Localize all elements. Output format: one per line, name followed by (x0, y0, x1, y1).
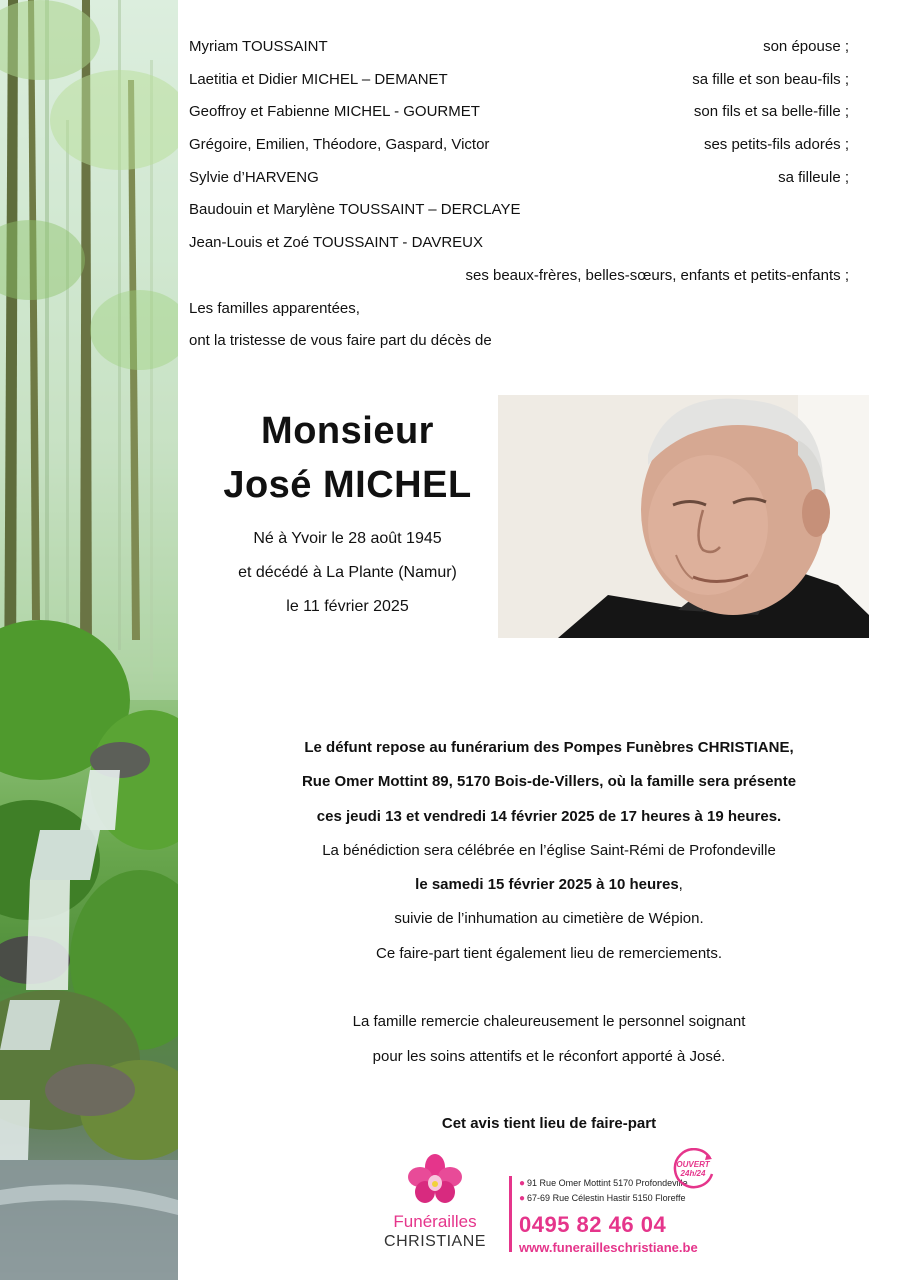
address-line (519, 1191, 719, 1206)
family-relation: sa filleule ; (778, 168, 849, 186)
deceased-block (200, 404, 495, 624)
family-row (189, 331, 849, 364)
badge-hours-text: 24h/24 (680, 1169, 706, 1178)
family-row (189, 233, 849, 266)
deceased-name: José MICHEL (223, 464, 472, 506)
family-name: Laetitia et Didier MICHEL – DEMANET (189, 70, 448, 88)
birth-line: Né à Yvoir le 28 août 1945 (253, 530, 442, 547)
family-name: ont la tristesse de vous faire part du décès de (189, 332, 492, 350)
family-name: Jean-Louis et Zoé TOUSSAINT - DAVREUX (189, 234, 484, 252)
brand-line-1: Funérailles (393, 1212, 477, 1231)
death-place-line: et décédé à La Plante (Namur) (238, 564, 457, 581)
info-line-gratitude-2: pour les soins attentifs et le réconfort apporté à José. (372, 1047, 726, 1065)
family-row (189, 70, 849, 103)
brand-line-2: CHRISTIANE (384, 1233, 486, 1250)
family-row (189, 266, 849, 299)
deceased-title: Monsieur (261, 410, 434, 452)
family-relation: sa fille et son beau-fils ; (692, 70, 849, 88)
ceremony-date-comma: , (678, 876, 683, 894)
info-line-gratitude-1: La famille remercie chaleureusement le personnel soignant (352, 1013, 746, 1031)
family-list (189, 37, 849, 364)
info-line-burial: suivie de l’inhumation au cimetière de Wépion. (394, 910, 704, 928)
family-name: Baudouin et Marylène TOUSSAINT – DERCLAYE (189, 201, 521, 219)
map-pin-icon: ● (519, 1193, 526, 1204)
forest-stream-image (0, 0, 178, 1280)
family-name: Les familles apparentées, (189, 299, 360, 317)
family-name: Myriam TOUSSAINT (189, 38, 328, 55)
family-name: Geoffroy et Fabienne MICHEL - GOURMET (189, 103, 480, 121)
family-row (189, 102, 849, 135)
badge-open-text: OUVERT (676, 1160, 710, 1169)
family-row (189, 200, 849, 233)
family-row (189, 135, 849, 168)
info-line-church: La bénédiction sera célébrée en l’église Saint-Rémi de Profondeville (322, 841, 776, 859)
info-line-ceremony-date (200, 874, 898, 908)
portrait-photo (498, 395, 869, 638)
info-line-funerarium: Le défunt repose au funérarium des Pompes Funèbres CHRISTIANE, (304, 739, 794, 756)
death-date-line: le 11 février 2025 (286, 598, 409, 615)
forest-illustration (0, 0, 178, 1280)
family-name: Sylvie d’HARVENG (189, 168, 319, 186)
address-profondeville: 91 Rue Omer Mottint 5170 Profondeville (527, 1178, 688, 1188)
family-relation: ses petits-fils adorés ; (703, 136, 849, 154)
funeral-info (200, 737, 898, 1080)
orchid-icon (407, 1153, 463, 1205)
family-relation: son épouse ; (763, 38, 849, 55)
website-link[interactable]: www.funerailleschristiane.be (519, 1240, 698, 1255)
ceremony-date: le samedi 15 février 2025 à 10 heures (415, 876, 679, 894)
portrait-illustration (498, 395, 869, 638)
family-row (189, 168, 849, 201)
info-line-address: Rue Omer Mottint 89, 5170 Bois-de-Villers, où la famille sera présente (301, 773, 797, 791)
address-floreffe: 67-69 Rue Célestin Hastir 5150 Floreffe (527, 1193, 686, 1203)
footer-divider (509, 1176, 512, 1252)
family-name: Grégoire, Emilien, Théodore, Gaspard, Victor (189, 136, 490, 154)
notice-statement: Cet avis tient lieu de faire-part (441, 1115, 657, 1132)
phone-number[interactable]: 0495 82 46 04 (519, 1212, 667, 1237)
family-relation: ses beaux-frères, belles-sœurs, enfants et petits-enfants ; (465, 266, 849, 284)
map-pin-icon: ● (519, 1178, 526, 1189)
info-line-thanks: Ce faire-part tient également lieu de remerciements. (376, 944, 722, 962)
deceased-dates (200, 522, 495, 624)
family-row (189, 299, 849, 332)
family-row (189, 37, 849, 70)
spacer (200, 977, 898, 1011)
info-line-visiting-hours: ces jeudi 13 et vendredi 14 février 2025 de 17 heures à 19 heures. (316, 807, 782, 825)
open-24h-badge-icon (672, 1148, 716, 1190)
family-relation: son fils et sa belle-fille ; (693, 103, 849, 121)
funeral-home-logo (380, 1153, 490, 1251)
